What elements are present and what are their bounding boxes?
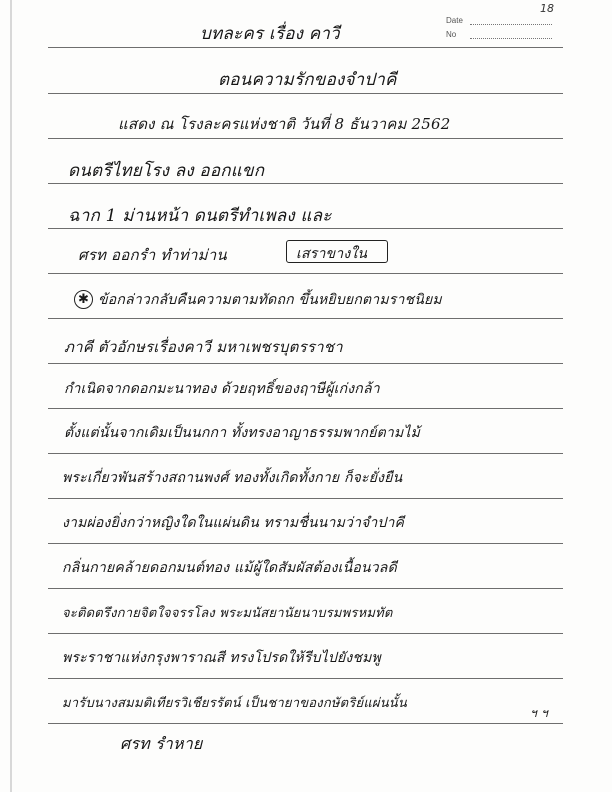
star-bullet-icon: ✱: [74, 290, 93, 309]
page-number: 18: [540, 2, 554, 15]
venue-line: แสดง ณ โรงละครแห่งชาติ วันที่ 8 ธันวาคม 2562: [118, 115, 451, 133]
verse-line: ภาคี ตัวอักษรเรื่องคาวี มหาเพชรบุตรราชา: [64, 338, 343, 356]
boxed-note-text: เสราขางใน: [296, 246, 368, 262]
stage-direction-line: ศรท ออกรำ ทำท่าม่าน: [78, 246, 227, 264]
ruled-line: [48, 93, 563, 94]
ruled-line: [48, 408, 563, 409]
ruled-line: [48, 498, 563, 499]
ruled-line: [48, 273, 563, 274]
ruled-line: [48, 678, 563, 679]
verse-line: พระราชาแห่งกรุงพาราณสี ทรงโปรดให้รีบไปยังชมพู: [62, 650, 381, 666]
exit-direction-line: ศรท รำหาย: [120, 734, 203, 753]
ruled-line: [48, 453, 563, 454]
trailing-mark: ฯ ฯ: [530, 706, 548, 720]
verse-line: ตั้งแต่นั้นจากเดิมเป็นนกกา ทั้งทรงอาญาธรรมพากย์ตามไม้: [64, 425, 421, 441]
ruled-line: [48, 363, 563, 364]
verse-line: ข้อกล่าวกลับคืนความตามทัดถก ขึ้นหยิบยกตามราชนิยม: [98, 292, 442, 308]
verse-line: พระเกี่ยวพันสร้างสถานพงศ์ ทองทั้งเกิดทั้งกาย ก็จะยั่งยืน: [62, 470, 403, 486]
title-line: บทละคร เรื่อง คาวี: [200, 24, 340, 44]
scan-edge: [10, 0, 12, 792]
ruled-line: [48, 723, 563, 724]
no-line: [470, 38, 552, 39]
ruled-line: [48, 588, 563, 589]
ruled-line: [48, 47, 563, 48]
overture-line: ดนตรีไทยโรง ลง ออกแขก: [68, 161, 265, 181]
verse-line: กลิ่นกายคล้ายดอกมนต์ทอง แม้ผู้ใดสัมผัสต้องเนื้อนวลดี: [62, 560, 397, 576]
verse-line: กำเนิดจากดอกมะนาทอง ด้วยฤทธิ์ของฤาษีผู้เก่งกล้า: [64, 381, 380, 397]
date-label: Date: [446, 16, 463, 25]
verse-line: งามผ่องยิ่งกว่าหญิงใดในแผ่นดิน ทรามชื่นนามว่าจำปาคี: [62, 515, 405, 531]
episode-line: ตอนความรักของจำปาคี: [218, 70, 397, 90]
ruled-line: [48, 138, 563, 139]
no-label: No: [446, 30, 457, 39]
ruled-line: [48, 543, 563, 544]
scene-line: ฉาก 1 ม่านหน้า ดนตรีทำเพลง และ: [68, 206, 332, 226]
ruled-line: [48, 633, 563, 634]
date-line: [470, 24, 552, 25]
ruled-line: [48, 318, 563, 319]
verse-line: จะติดตรึงกายจิตใจจรรโลง พระมนัสยานัยนาบรมพรหมทัต: [62, 606, 393, 621]
verse-line: มารับนางสมมติเทียรวิเชียรรัตน์ เป็นชายาของกษัตริย์แผ่นนั้น: [62, 696, 407, 711]
